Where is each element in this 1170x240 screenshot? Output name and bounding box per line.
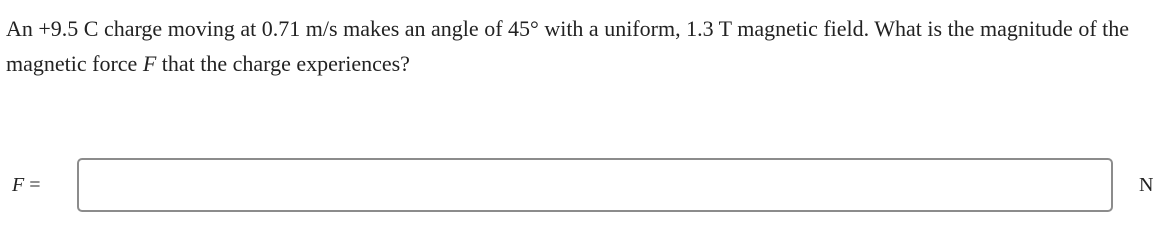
question-part-2: that the charge experiences? [156, 51, 410, 76]
question-text [6, 11, 1166, 81]
answer-input[interactable] [77, 158, 1113, 212]
unit-label: N [1139, 174, 1154, 196]
question-part-1: An +9.5 C charge moving at 0.71 m/s makes an angle of 45° with a uniform, 1.3 T magnetic field. What is the magnitude of the magnetic force [6, 16, 1130, 76]
answer-variable: F [12, 174, 25, 196]
question-variable: F [142, 51, 157, 76]
equals-sign: = [29, 174, 41, 196]
answer-row [0, 158, 1170, 212]
answer-variable-label [12, 173, 41, 197]
